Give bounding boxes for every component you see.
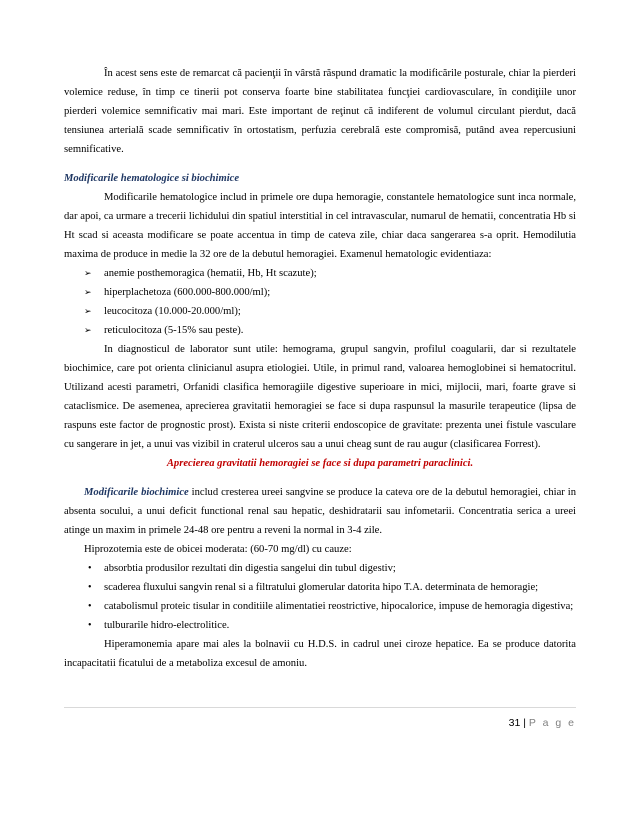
intro-paragraph: În acest sens este de remarcat că pacienţii în vârstă răspund dramatic la modificările posturale, chiar la pierderi volemice reduse, în timp ce tinerii pot conserva foarte bine stabilitatea funcţiei cardiovasculare, în condiţiile unor pierderi volemice semnificativ mai mari. Este important de reţinut că indiferent de volumul circulant pierdut, dacă tensiunea arterială scade semnificativ în ortostatism, perfuzia cerebrală este compromisă, putând avea repercusiuni semnificative. <box>64 68 576 155</box>
section-heading-biochemical: Modificarile biochimice <box>84 487 189 498</box>
severity-highlight: Aprecierea gravitatii hemoragiei se face si dupa parametri paraclinici. <box>166 458 474 469</box>
hyperammonemia-paragraph: Hiperamonemia apare mai ales la bolnavii cu H.D.S. in cadrul unei ciroze hepatice. Ea se produce datorita incapacitatii ficatului de a metaboliza excesul de amoniu. <box>64 639 576 669</box>
arrow-bullet-icon: ➢ <box>84 287 92 297</box>
hematologic-paragraph: Modificarile hematologice includ in primele ore dupa hemoragie, constantele hematologice sunt inca normale, dar apoi, ca urmare a trecerii lichidului din spatiul interstitial in cel intravascular, numarul de hematii, concentratia Hb si Ht scad si aceasta modificare se poate accentua in timp de cateva zile, chiar daca sangerarea s-a oprit. Hemodilutia maxima de produce in medie la 32 ore de la debutul hemoragiei. Examenul hematologic evidentiaza: <box>64 192 576 260</box>
lab-diagnosis-paragraph: In diagnosticul de laborator sunt utile: hemograma, grupul sangvin, profilul coagularii, dar si rezultatele biochimice, care pot orienta clinicianul asupra etiologiei. Utile, in primul rand, valoarea hemoglobinei si hematocritul. Utilizand acesti parametri, Orfanidi clasifica hemoragiile digestive superioare in mici, mijlocii, mari, foarte grave si cataclismice. De asemenea, aprecierea gravitatii hemoragiei se face si dupa raspunsul la masurile terapeutice (lipsa de raspuns este factor de prognostic prost). Exista si niste criterii endoscopice de gravitate: prezenta unei fistule vasculare cu sangerare in jet, a unui vas vizibil in craterul ulceros sau a unui cheag sunt de rau augur (clasificarea Forrest). <box>64 344 576 450</box>
hyperazotemia-paragraph: Hiprozotemia este de obicei moderata: (60-70 mg/dl) cu cauze: <box>84 544 352 555</box>
footer-separator: | <box>520 717 529 729</box>
list-item: ➢ hiperplachetoza (600.000-800.000/ml); <box>64 283 576 302</box>
arrow-bullet-icon: ➢ <box>84 268 92 278</box>
section-heading-hematologic: Modificarile hematologice si biochimice <box>64 173 240 184</box>
page-label: P a g e <box>528 717 576 729</box>
list-item: • scaderea fluxului sangvin renal si a filtratului glomerular datorita hipo T.A. determinata de hemoragie; <box>64 578 576 597</box>
arrow-bullet-icon: ➢ <box>84 325 92 335</box>
list-item: ➢ anemie posthemoragica (hematii, Hb, Ht scazute); <box>64 264 576 283</box>
hematologic-findings-list <box>64 264 576 340</box>
arrow-bullet-icon: ➢ <box>84 306 92 316</box>
list-item: • catabolismul proteic tisular in conditiile alimentatiei reostrictive, hipocalorice, impuse de hemoragia digestiva; <box>64 597 576 616</box>
dot-bullet-icon: • <box>88 620 92 631</box>
hyperazotemia-causes-list <box>64 559 576 635</box>
list-item: • tulburarile hidro-electrolitice. <box>64 616 576 635</box>
list-item: • absorbtia produsilor rezultati din digestia sangelui din tubul digestiv; <box>64 559 576 578</box>
page-number: 31 <box>508 717 521 729</box>
dot-bullet-icon: • <box>88 563 92 574</box>
biochemical-paragraph: Modificarile biochimice includ cresterea ureei sangvine se produce la cateva ore de la debutul hemoragiei, chiar in absenta socului, a unui deficit functional renal sau hepatic, deshidratarii sau infometarii. Concentratia serica a ureei atinge un maxim in primele 24-48 ore pentru a reveni la normal in 3-4 zile. <box>64 487 576 536</box>
list-item: ➢ leucocitoza (10.000-20.000/ml); <box>64 302 576 321</box>
list-item: ➢ reticulocitoza (5-15% sau peste). <box>64 321 576 340</box>
dot-bullet-icon: • <box>88 582 92 593</box>
dot-bullet-icon: • <box>88 601 92 612</box>
page-body <box>64 64 576 673</box>
page-footer <box>64 707 576 733</box>
